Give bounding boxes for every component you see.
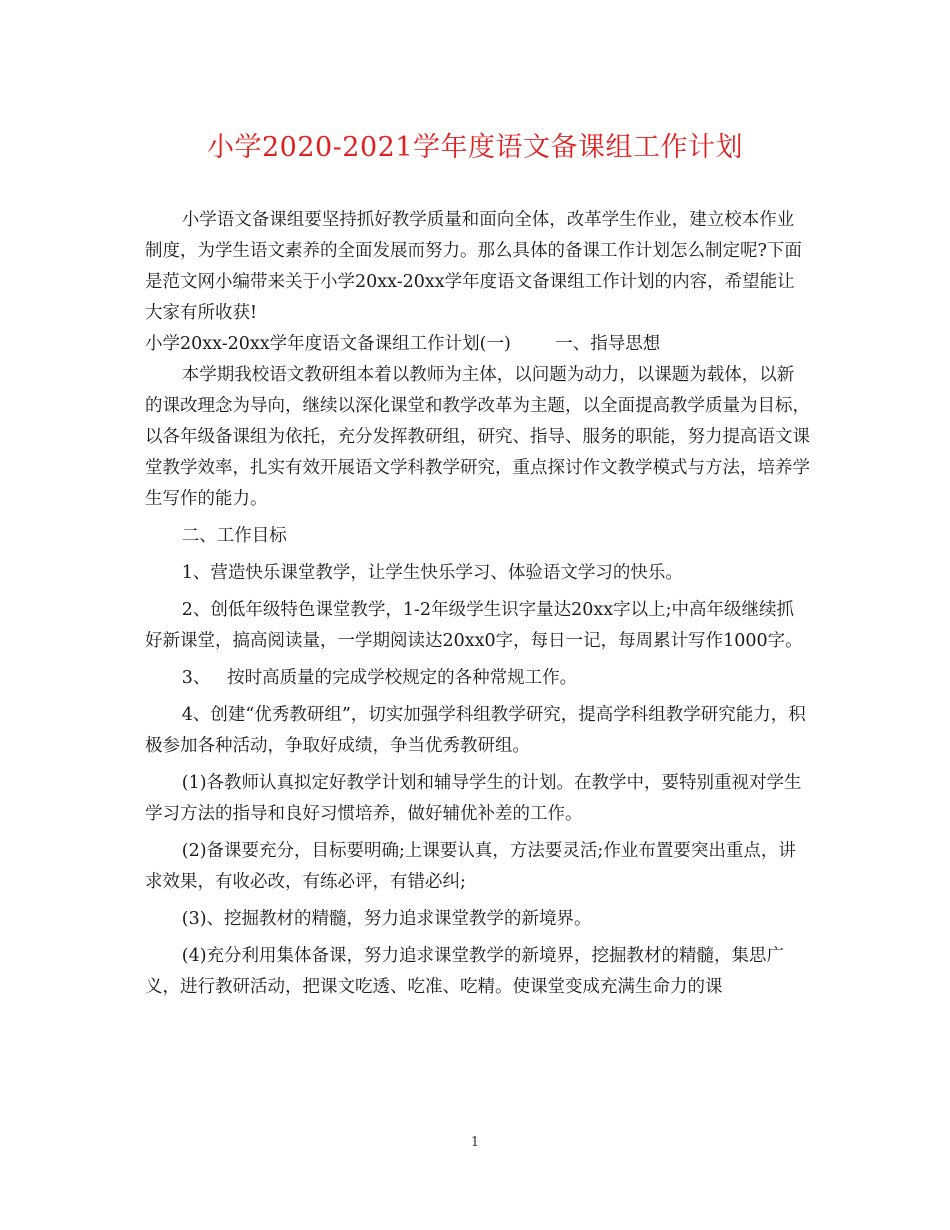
- page-number: 1: [470, 1135, 480, 1150]
- guiding-paragraph: 本学期我校语文教研组本着以教师为主体，以问题为动力，以课题为载体，以新的课改理念为导向，继续以深化课堂和教学改革为主题，以全面提高教学质量为目标，以各年级备课组为依托，充分发挥教研组，研究、指导、服务的职能，努力提高语文课堂教学效率，扎实有效开展语文学科教学研究，重点探讨作文教学模式与方法，培养学生写作的能力。: [145, 365, 810, 509]
- intro-paragraph: 小学语文备课组要坚持抓好教学质量和面向全体，改革学生作业，建立校本作业制度，为学生语文素养的全面发展而努力。那么具体的备课工作计划怎么制定呢?下面是范文网小编带来关于小学20xx-20xx学年度语文备课组工作计划的内容，希望能让大家有所收获!: [145, 210, 802, 323]
- sub-item-2: (2)备课要充分，目标要明确;上课要认真，方法要灵活;作业布置要突出重点，讲求效果，有收必改，有练必评，有错必纠;: [145, 841, 796, 892]
- section-heading: 小学20xx-20xx学年度语文备课组工作计划(一) 一、指导思想: [145, 334, 661, 354]
- document-title: 小学2020-2021学年度语文备课组工作计划: [206, 132, 744, 163]
- document-body: [145, 205, 810, 1003]
- goal-item-2: 2、创低年级特色课堂教学，1-2年级学生识字量达20xx字以上;中高年级继续抓好新课堂，搞高阅读量，一学期阅读达20xx0字，每日一记，每周累计写作1000字。: [145, 600, 803, 651]
- goal-item-3: 3、 按时高质量的完成学校规定的各种常规工作。: [181, 668, 578, 688]
- sub-item-1: (1)各教师认真拟定好教学计划和辅导学生的计划。在教学中，要特别重视对学生学习方法的指导和良好习惯培养，做好辅优补差的工作。: [145, 773, 802, 824]
- goal-item-1: 1、营造快乐课堂教学，让学生快乐学习、体验语文学习的快乐。: [181, 563, 683, 583]
- sub-item-4: (4)充分利用集体备课，努力追求课堂教学的新境界，挖掘教材的精髓，集思广义，进行教研活动，把课文吃透、吃准、吃精。使课堂变成充满生命力的课: [145, 946, 785, 997]
- goals-heading: 二、工作目标: [181, 526, 287, 546]
- goal-item-4: 4、创建“优秀教研组”，切实加强学科组教学研究，提高学科组教学研究能力，积极参加各种活动，争取好成绩，争当优秀教研组。: [145, 705, 806, 756]
- sub-item-3: (3)、挖掘教材的精髓，努力追求课堂教学的新境界。: [181, 909, 592, 929]
